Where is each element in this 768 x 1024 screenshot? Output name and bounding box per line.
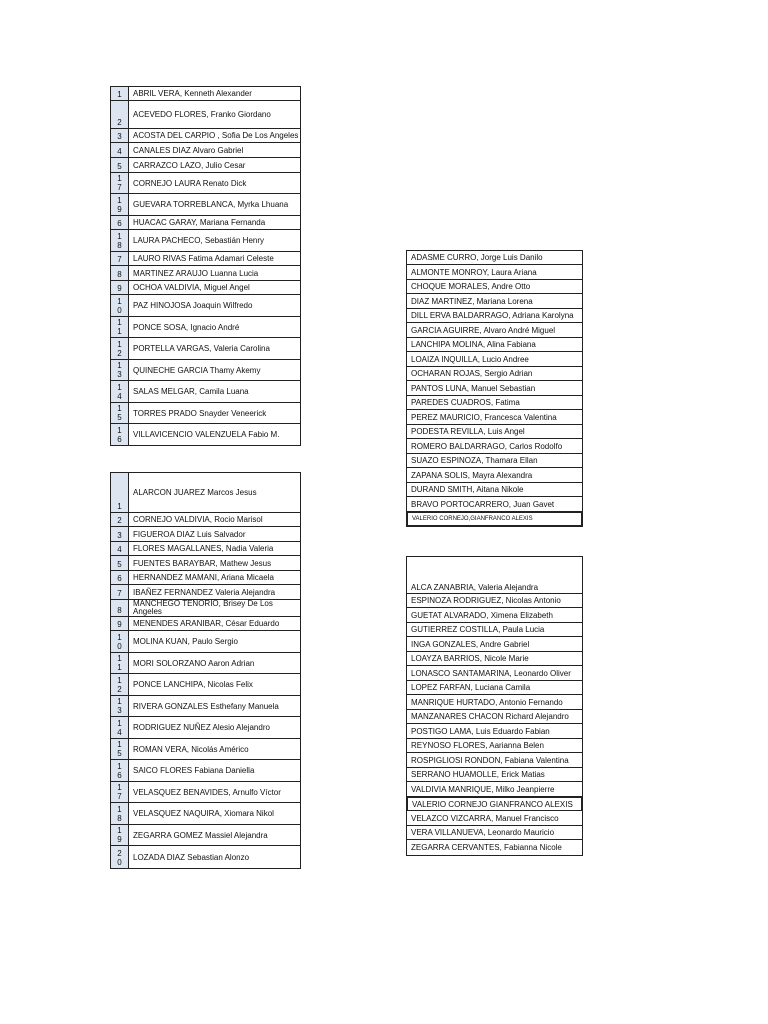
- student-name: LANCHIPA MOLINA, Alina Fabiana: [407, 338, 582, 352]
- row-number: 1 4: [111, 381, 129, 402]
- student-name: LOAIZA INQUILLA, Lucio Andree: [407, 352, 582, 367]
- student-name: BRAVO PORTOCARRERO, Juan Gavet: [407, 497, 582, 512]
- student-name: POSTIGO LAMA, Luis Eduardo Fabian: [407, 724, 582, 739]
- row-number: 6: [111, 571, 129, 584]
- row-number: 8: [111, 266, 129, 280]
- row-number: 4: [111, 143, 129, 157]
- row-number: 1 9: [111, 194, 129, 215]
- student-name: ACOSTA DEL CARPIO , Sofia De Los Angeles: [133, 131, 299, 140]
- student-name: GUETAT ALVARADO, Ximena Elizabeth: [407, 608, 582, 623]
- student-list-table-3: [406, 250, 583, 527]
- student-name: LAURO RIVAS Fatima Adamari Celeste: [133, 254, 274, 263]
- student-name: VELASQUEZ NAQUIRA, Xiomara Nikol: [133, 809, 274, 818]
- student-name: PONCE LANCHIPA, Nicolas Felix: [133, 680, 253, 689]
- table-row: [111, 295, 300, 317]
- row-number: 2: [111, 513, 129, 526]
- student-name: HUACAC GARAY, Mariana Fernanda: [133, 218, 266, 227]
- table-row: [111, 381, 300, 403]
- student-name: REYNOSO FLORES, Aarianna Belen: [407, 739, 582, 753]
- student-name: LOPEZ FARFAN, Luciana Camila: [407, 681, 582, 695]
- table-row: [111, 129, 300, 143]
- row-number: 1: [111, 87, 129, 100]
- table-row: [111, 143, 300, 158]
- row-number: 5: [111, 556, 129, 570]
- row-number: 1 1: [111, 317, 129, 337]
- row-number: 8: [111, 600, 129, 616]
- student-name: VELASQUEZ BENAVIDES, Arnulfo Víctor: [133, 787, 281, 797]
- student-name: DIAZ MARTINEZ, Mariana Lorena: [407, 294, 582, 309]
- student-list-table-4: [406, 556, 583, 856]
- row-number: 1 6: [111, 424, 129, 445]
- student-name: MANZANARES CHACON Richard Alejandro: [407, 710, 582, 724]
- table-row: [111, 631, 300, 653]
- table-row: [111, 617, 300, 631]
- student-name: ROMERO BALDARRAGO, Carlos Rodolfo: [407, 439, 582, 454]
- table-row: [111, 585, 300, 600]
- table-row: [111, 360, 300, 381]
- table-row: [111, 739, 300, 760]
- student-name: LONASCO SANTAMARINA, Leonardo Oliver: [407, 666, 582, 681]
- table-row: [111, 782, 300, 803]
- row-number: 1 8: [111, 230, 129, 251]
- table-row: [111, 803, 300, 825]
- row-number: 1 2: [111, 674, 129, 695]
- student-name: ZAPANA SOLIS, Mayra Alexandra: [407, 468, 582, 483]
- student-name: ZEGARRA GOMEZ Massiel Alejandra: [133, 830, 268, 840]
- table-row: [111, 513, 300, 527]
- student-list-table-2: [110, 472, 301, 869]
- student-name: LAURA PACHECO, Sebastián Henry: [133, 236, 265, 245]
- student-name: ALMONTE MONROY, Laura Ariana: [407, 265, 582, 280]
- student-name: VALDIVIA MANRIQUE, Milko Jeanpierre: [407, 782, 582, 797]
- table-row: [111, 317, 300, 338]
- row-number: 1 2: [111, 338, 129, 359]
- student-name: MANRIQUE HURTADO, Antonio Fernando: [407, 695, 582, 710]
- student-name: ABRIL VERA, Kenneth Alexander: [133, 89, 252, 98]
- student-name: MANCHEGO TENORIO, Brisey De Los Angeles: [133, 600, 273, 616]
- table-row: [111, 717, 300, 739]
- table-row: [111, 338, 300, 360]
- student-name: DILL ERVA BALDARRAGO, Adriana Karolyna: [407, 309, 582, 323]
- table-row: [111, 674, 300, 696]
- table-row: [111, 653, 300, 674]
- student-name: SERRANO HUAMOLLE, Erick Matias: [407, 768, 582, 782]
- student-name: MOLINA KUAN, Paulo Sergio: [133, 637, 238, 646]
- table-row: [111, 194, 300, 216]
- student-name: ALARCON JUAREZ Marcos Jesus: [133, 488, 257, 497]
- row-number: 1 8: [111, 803, 129, 824]
- table-row: [111, 158, 300, 173]
- table-row: [111, 760, 300, 782]
- table-row: [111, 424, 300, 445]
- row-number: 1 6: [111, 760, 129, 781]
- student-name: DURAND SMITH, Aitana Nikole: [407, 483, 582, 497]
- table-row: [111, 600, 300, 617]
- student-name: ROMAN VERA, Nicolás Américo: [133, 744, 249, 754]
- student-name: ROSPIGLIOSI RONDON, Fabiana Valentina: [407, 753, 582, 768]
- row-number: 1 4: [111, 717, 129, 738]
- student-name: GUEVARA TORREBLANCA, Myrka Lhuana: [133, 200, 289, 209]
- student-name: RODRIGUEZ NUÑEZ Alesio Alejandro: [133, 723, 270, 732]
- table-row: [111, 216, 300, 230]
- student-name: CORNEJO VALDIVIA, Rocio Marisol: [133, 515, 263, 524]
- table-row: [111, 230, 300, 252]
- student-name: FUENTES BARAYBAR, Mathew Jesus: [133, 558, 272, 568]
- row-number: 3: [111, 527, 129, 541]
- student-name: PORTELLA VARGAS, Valeria Carolina: [133, 344, 270, 353]
- student-name: FLORES MAGALLANES, Nadia Valeria: [133, 544, 274, 553]
- student-name: CHOQUE MORALES, Andre Otto: [407, 280, 582, 294]
- student-name: HERNANDEZ MAMANI, Ariana Micaela: [133, 573, 274, 582]
- student-name: IBAÑEZ FERNANDEZ Valeria Alejandra: [133, 587, 276, 597]
- row-number: 1 0: [111, 295, 129, 316]
- student-name: CARRAZCO LAZO, Julio Cesar: [133, 160, 246, 170]
- student-name: GUTIERREZ COSTILLA, Paula Lucia: [407, 623, 582, 637]
- student-name: SAICO FLORES Fabiana Daniella: [133, 766, 255, 775]
- row-number: 5: [111, 158, 129, 172]
- student-name: ZEGARRA CERVANTES, Fabianna Nicole: [411, 843, 562, 852]
- table-row: [111, 527, 300, 542]
- row-number: 7: [111, 585, 129, 599]
- row-number: 1: [111, 473, 129, 512]
- student-name: VALERIO CORNEJO,GIANFRANCO ALEXIS: [407, 512, 582, 526]
- row-number: 1 3: [111, 360, 129, 380]
- student-name: MORI SOLORZANO Aaron Adrian: [133, 658, 255, 668]
- student-name: ALCA ZANABRIA, Valeria Alejandra: [407, 557, 582, 594]
- student-name: OCHOA VALDIVIA, Miguel Angel: [133, 283, 250, 292]
- student-name: PONCE SOSA, Ignacio André: [133, 322, 240, 332]
- row-number: 6: [111, 216, 129, 229]
- student-name: SUAZO ESPINOZA, Thamara Ellan: [407, 454, 582, 468]
- table-row: [111, 87, 300, 101]
- student-name: MARTINEZ ARAUJO Luanna Lucia: [133, 268, 259, 278]
- table-row: [111, 403, 300, 424]
- table-row: [111, 281, 300, 295]
- row-number: 1 7: [111, 173, 129, 193]
- row-number: 1 0: [111, 631, 129, 652]
- student-name: LOZADA DIAZ Sebastian Alonzo: [133, 852, 250, 862]
- table-row: [111, 266, 300, 281]
- row-number: 7: [111, 252, 129, 265]
- row-number: 2: [111, 101, 129, 128]
- student-name: CORNEJO LAURA Renato Dick: [133, 178, 247, 188]
- student-name: FIGUEROA DIAZ Luis Salvador: [133, 529, 246, 539]
- student-name: VERA VILLANUEVA, Leonardo Mauricio: [407, 826, 582, 840]
- student-list-table-1: [110, 86, 301, 446]
- table-row: [111, 173, 300, 194]
- row-number: 3: [111, 129, 129, 142]
- student-name: LOAYZA BARRIOS, Nicole Marie: [407, 652, 582, 666]
- table-row: [111, 846, 300, 868]
- student-name: VELAZCO VIZCARRA, Manuel Francisco: [407, 811, 582, 826]
- table-row: [111, 571, 300, 585]
- student-name: PAZ HINOJOSA Joaquin Wilfredo: [133, 301, 253, 310]
- table-row: [111, 101, 300, 129]
- table-row: [111, 696, 300, 717]
- row-number: 1 5: [111, 739, 129, 759]
- row-number: 1 5: [111, 403, 129, 423]
- student-name: PAREDES CUADROS, Fatima: [407, 396, 582, 410]
- row-number: 9: [111, 617, 129, 630]
- table-row: [111, 825, 300, 846]
- student-name: MENENDES ARANIBAR, César Eduardo: [133, 619, 280, 628]
- student-name: TORRES PRADO Snayder Veneerick: [133, 408, 267, 418]
- student-name: PEREZ MAURICIO, Francesca Valentina: [407, 410, 582, 425]
- student-name: ACEVEDO FLORES, Franko Giordano: [133, 110, 271, 119]
- row-number: 2 0: [111, 846, 129, 868]
- row-number: 1 7: [111, 782, 129, 802]
- student-name: ADASME CURRO, Jorge Luis Danilo: [407, 251, 582, 265]
- student-name: PANTOS LUNA, Manuel Sebastian: [407, 381, 582, 396]
- student-name: SALAS MELGAR, Camila Luana: [133, 387, 249, 396]
- student-name: PODESTA REVILLA, Luis Angel: [407, 425, 582, 439]
- student-name: VILLAVICENCIO VALENZUELA Fabio M.: [133, 430, 280, 439]
- student-name: ESPINOZA RODRIGUEZ, Nicolas Antonio: [407, 594, 582, 608]
- row-number: 4: [111, 542, 129, 555]
- row-number: 1 1: [111, 653, 129, 673]
- row-number: 1 9: [111, 825, 129, 845]
- table-row: [111, 542, 300, 556]
- student-name: INGA GONZALES, Andre Gabriel: [407, 637, 582, 652]
- student-name: RIVERA GONZALES Esthefany Manuela: [133, 701, 279, 711]
- student-name: QUINECHE GARCIA Thamy Akemy: [133, 365, 261, 375]
- student-name: VALERIO CORNEJO GIANFRANCO ALEXIS: [407, 797, 582, 811]
- row-number: 9: [111, 281, 129, 294]
- student-name: CANALES DIAZ Alvaro Gabriel: [133, 145, 244, 155]
- table-row: [111, 473, 300, 513]
- table-row: [111, 556, 300, 571]
- student-name: GARCIA AGUIRRE, Alvaro André Miguel: [407, 323, 582, 338]
- student-name: OCHARAN ROJAS, Sergio Adrian: [407, 367, 582, 381]
- table-row: [111, 252, 300, 266]
- row-number: 1 3: [111, 696, 129, 716]
